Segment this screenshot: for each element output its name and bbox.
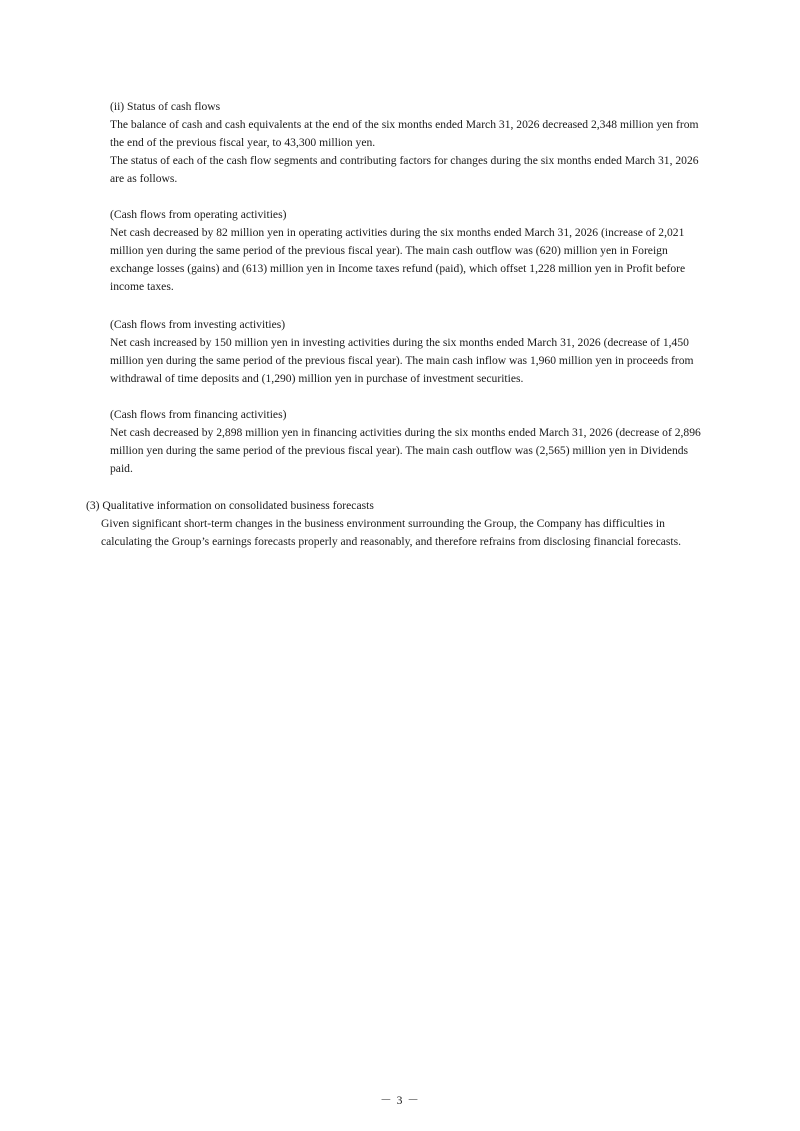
investing-activities-section: [110, 316, 694, 388]
paragraph-line: calculating the Group’s earnings forecasts properly and reasonably, and therefore refrains from disclosing financial forecasts.: [101, 535, 682, 548]
paragraph-line: Given significant short-term changes in the business environment surrounding the Group, the Company has difficulties in: [101, 517, 665, 530]
paragraph-line: are as follows.: [110, 172, 178, 185]
paragraph-line: Net cash decreased by 82 million yen in operating activities during the six months ended March 31, 2026 (increase of 2,021: [110, 226, 685, 239]
cash-flows-status-section: [110, 98, 699, 188]
section-heading: (3) Qualitative information on consolidated business forecasts: [86, 499, 374, 512]
paragraph-line: Net cash increased by 150 million yen in investing activities during the six months ended March 31, 2026 (decrease of 1,450: [110, 336, 689, 349]
section-heading: (Cash flows from investing activities): [110, 318, 286, 331]
paragraph-line: million yen during the same period of the previous fiscal year). The main cash outflow was (2,565) million yen in Dividends: [110, 444, 689, 457]
paragraph-line: exchange losses (gains) and (613) million yen in Income taxes refund (paid), which offset 1,228 million yen in Profit before: [110, 262, 686, 275]
forecasts-body-block: [101, 515, 681, 551]
section-heading: (Cash flows from financing activities): [110, 408, 287, 421]
section-heading: (Cash flows from operating activities): [110, 208, 287, 221]
paragraph-line: paid.: [110, 462, 133, 475]
section-heading: (ii) Status of cash flows: [110, 100, 221, 113]
paragraph-line: million yen during the same period of the previous fiscal year). The main cash outflow was (620) million yen in Foreign: [110, 244, 668, 257]
paragraph-line: withdrawal of time deposits and (1,290) million yen in purchase of investment securities.: [110, 372, 524, 385]
paragraph-line: income taxes.: [110, 280, 174, 293]
forecasts-heading-block: [86, 497, 374, 515]
operating-activities-section: [110, 206, 685, 296]
paragraph-line: The status of each of the cash flow segments and contributing factors for changes during the six months ended March 31, 2026: [110, 154, 699, 167]
paragraph-line: The balance of cash and cash equivalents at the end of the six months ended March 31, 2026 decreased 2,348 million yen from: [110, 118, 699, 131]
paragraph-line: Net cash decreased by 2,898 million yen in financing activities during the six months ended March 31, 2026 (decrease of 2,896: [110, 426, 701, 439]
page-number: － 3 －: [380, 1094, 420, 1107]
financing-activities-section: [110, 406, 701, 478]
paragraph-line: million yen during the same period of the previous fiscal year). The main cash inflow was 1,960 million yen in proceeds from: [110, 354, 694, 367]
paragraph-line: the end of the previous fiscal year, to 43,300 million yen.: [110, 136, 376, 149]
